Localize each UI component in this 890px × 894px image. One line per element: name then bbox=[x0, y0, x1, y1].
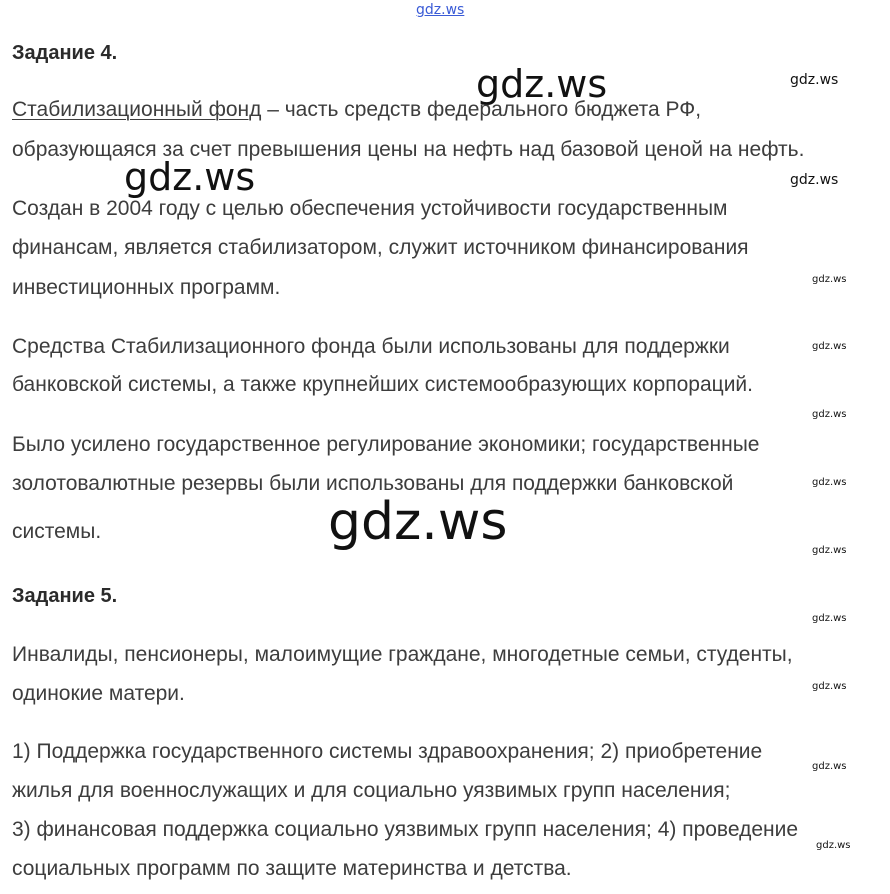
paragraph-line: жилья для военнослужащих и для социально уязвимых групп населения; bbox=[12, 779, 731, 802]
paragraph-line: банковской системы, а также крупнейших системообразующих корпораций. bbox=[12, 373, 753, 396]
watermark-tiny: gdz.ws bbox=[812, 681, 847, 692]
paragraph-line: образующаяся за счет превышения цены на нефть над базовой ценой на нефть. bbox=[12, 138, 805, 161]
watermark-tiny: gdz.ws bbox=[812, 761, 847, 772]
watermark-tiny: gdz.ws bbox=[812, 613, 847, 624]
definition-text: – часть средств федерального бюджета РФ, bbox=[261, 98, 702, 121]
paragraph-line: системы. bbox=[12, 520, 102, 543]
watermark-tiny: gdz.ws bbox=[812, 409, 847, 420]
paragraph-line: одинокие матери. bbox=[12, 682, 185, 705]
watermark-small: gdz.ws bbox=[790, 172, 839, 188]
paragraph-line: Создан в 2004 году с целью обеспечения устойчивости государственным bbox=[12, 197, 728, 220]
watermark-tiny: gdz.ws bbox=[812, 274, 847, 285]
watermark-large: gdz.ws bbox=[328, 492, 508, 552]
watermark-large: gdz.ws bbox=[476, 62, 608, 106]
task-4-heading: Задание 4. bbox=[12, 42, 118, 64]
watermark-tiny: gdz.ws bbox=[812, 545, 847, 556]
watermark-top-link[interactable]: gdz.ws bbox=[416, 2, 465, 18]
paragraph-line: Было усилено государственное регулирование экономики; государственные bbox=[12, 433, 760, 456]
paragraph-line: Инвалиды, пенсионеры, малоимущие граждане, многодетные семьи, студенты, bbox=[12, 643, 793, 666]
watermark-tiny: gdz.ws bbox=[812, 341, 847, 352]
paragraph-line: Средства Стабилизационного фонда были использованы для поддержки bbox=[12, 335, 730, 358]
paragraph-line: золотовалютные резервы были использованы для поддержки банковской bbox=[12, 472, 734, 495]
paragraph-line: 1) Поддержка государственного системы здравоохранения; 2) приобретение bbox=[12, 740, 763, 763]
watermark-large: gdz.ws bbox=[124, 155, 256, 199]
paragraph-line: инвестиционных программ. bbox=[12, 276, 281, 299]
paragraph-line: 3) финансовая поддержка социально уязвимых групп населения; 4) проведение bbox=[12, 818, 799, 841]
watermark-tiny: gdz.ws bbox=[816, 840, 851, 851]
task-5-heading: Задание 5. bbox=[12, 585, 118, 607]
paragraph-line: финансам, является стабилизатором, служит источником финансирования bbox=[12, 236, 749, 259]
paragraph-line bbox=[12, 98, 701, 122]
term-stabilization-fund: Стабилизационный фонд bbox=[12, 98, 262, 121]
paragraph-line: социальных программ по защите материнства и детства. bbox=[12, 857, 572, 880]
watermark-small: gdz.ws bbox=[790, 72, 839, 88]
watermark-tiny: gdz.ws bbox=[812, 477, 847, 488]
